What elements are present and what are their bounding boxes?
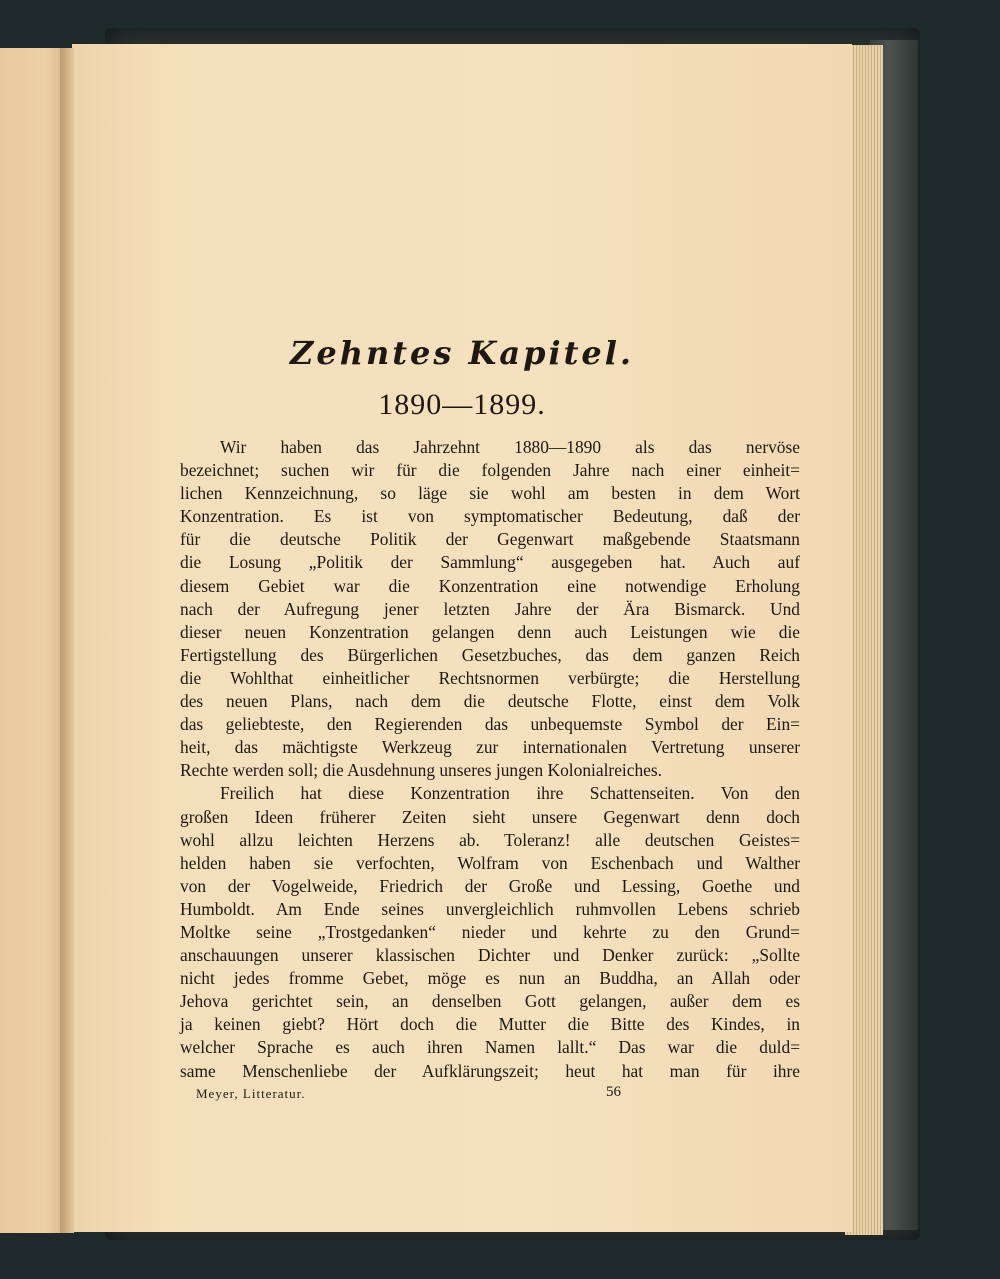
text-line: wohl allzu leichten Herzens ab. Toleranz! alle deutschen Geistes= — [180, 829, 800, 850]
text-line: same Menschenliebe der Aufklärungszeit; heut hat man für ihre — [180, 1060, 800, 1081]
text-line: nach der Aufregung jener letzten Jahre der Ära Bismarck. Und — [180, 598, 800, 619]
text-line: Rechte werden soll; die Ausdehnung unseres jungen Kolonialreiches. — [180, 760, 662, 781]
text-line: die Losung „Politik der Sammlung“ ausgegeben hat. Auch auf — [180, 552, 800, 573]
paragraph-container — [180, 436, 800, 1083]
text-line: des neuen Plans, nach dem die deutsche Flotte, einst dem Volk — [180, 691, 800, 712]
text-line: welcher Sprache es auch ihren Namen lallt.“ Das war die duld= — [180, 1037, 800, 1058]
text-line: großen Ideen früherer Zeiten sieht unsere Gegenwart denn doch — [180, 806, 800, 827]
text-line: helden haben sie verfochten, Wolfram von Eschenbach und Walther — [180, 852, 800, 873]
body-text — [180, 436, 800, 1083]
text-line: die Wohlthat einheitlicher Rechtsnormen verbürgte; die Herstellung — [180, 667, 800, 688]
text-line: Jehova gerichtet sein, an denselben Gott gelangen, außer dem es — [180, 991, 800, 1012]
book-page — [72, 44, 852, 1232]
text-line: Humboldt. Am Ende seines unvergleichlich ruhmvollen Lebens schrieb — [180, 898, 800, 919]
text-line: anschauungen unserer klassischen Dichter und Denker zurück: „Sollte — [180, 945, 800, 966]
text-line: diesem Gebiet war die Konzentration eine notwendige Erholung — [180, 575, 800, 596]
text-line: nicht jedes fromme Gebet, möge es nun an Buddha, an Allah oder — [180, 968, 800, 989]
text-line: bezeichnet; suchen wir für die folgenden Jahre nach einer einheit= — [180, 460, 800, 481]
text-line: für die deutsche Politik der Gegenwart maßgebende Staatsmann — [180, 529, 800, 550]
footer-signature: Meyer, Litteratur. — [196, 1086, 306, 1101]
text-line: ja keinen giebt? Hört doch die Mutter die Bitte des Kindes, in — [180, 1014, 800, 1035]
text-line: Moltke seine „Trostgedanken“ nieder und kehrte zu den Grund= — [180, 921, 800, 942]
chapter-title: Zehntes Kapitel. — [289, 334, 635, 372]
text-line: das geliebteste, den Regierenden das unbequemste Symbol der Ein= — [180, 714, 800, 735]
page-number: 56 — [606, 1084, 621, 1100]
left-page — [0, 48, 66, 1233]
text-line: dieser neuen Konzentration gelangen denn auch Leistungen wie die — [180, 621, 800, 642]
text-line: Fertigstellung des Bürgerlichen Gesetzbuches, das dem ganzen Reich — [180, 644, 800, 665]
gutter — [60, 48, 74, 1233]
chapter-years: 1890—1899. — [378, 388, 546, 421]
text-line: lichen Kennzeichnung, so läge sie wohl am besten in dem Wort — [180, 483, 800, 504]
text-line: Konzentration. Es ist von symptomatischer Bedeutung, daß der — [180, 506, 800, 527]
paragraph — [180, 436, 800, 782]
text-line: Freilich hat diese Konzentration ihre Schattenseiten. Von den — [220, 783, 800, 804]
text-line: heit, das mächtigste Werkzeug zur internationalen Vertretung unserer — [180, 737, 800, 758]
text-line: von der Vogelweide, Friedrich der Große und Lessing, Goethe und — [180, 875, 800, 896]
text-line: Wir haben das Jahrzehnt 1880—1890 als das nervöse — [220, 437, 800, 457]
paragraph — [180, 782, 800, 1082]
